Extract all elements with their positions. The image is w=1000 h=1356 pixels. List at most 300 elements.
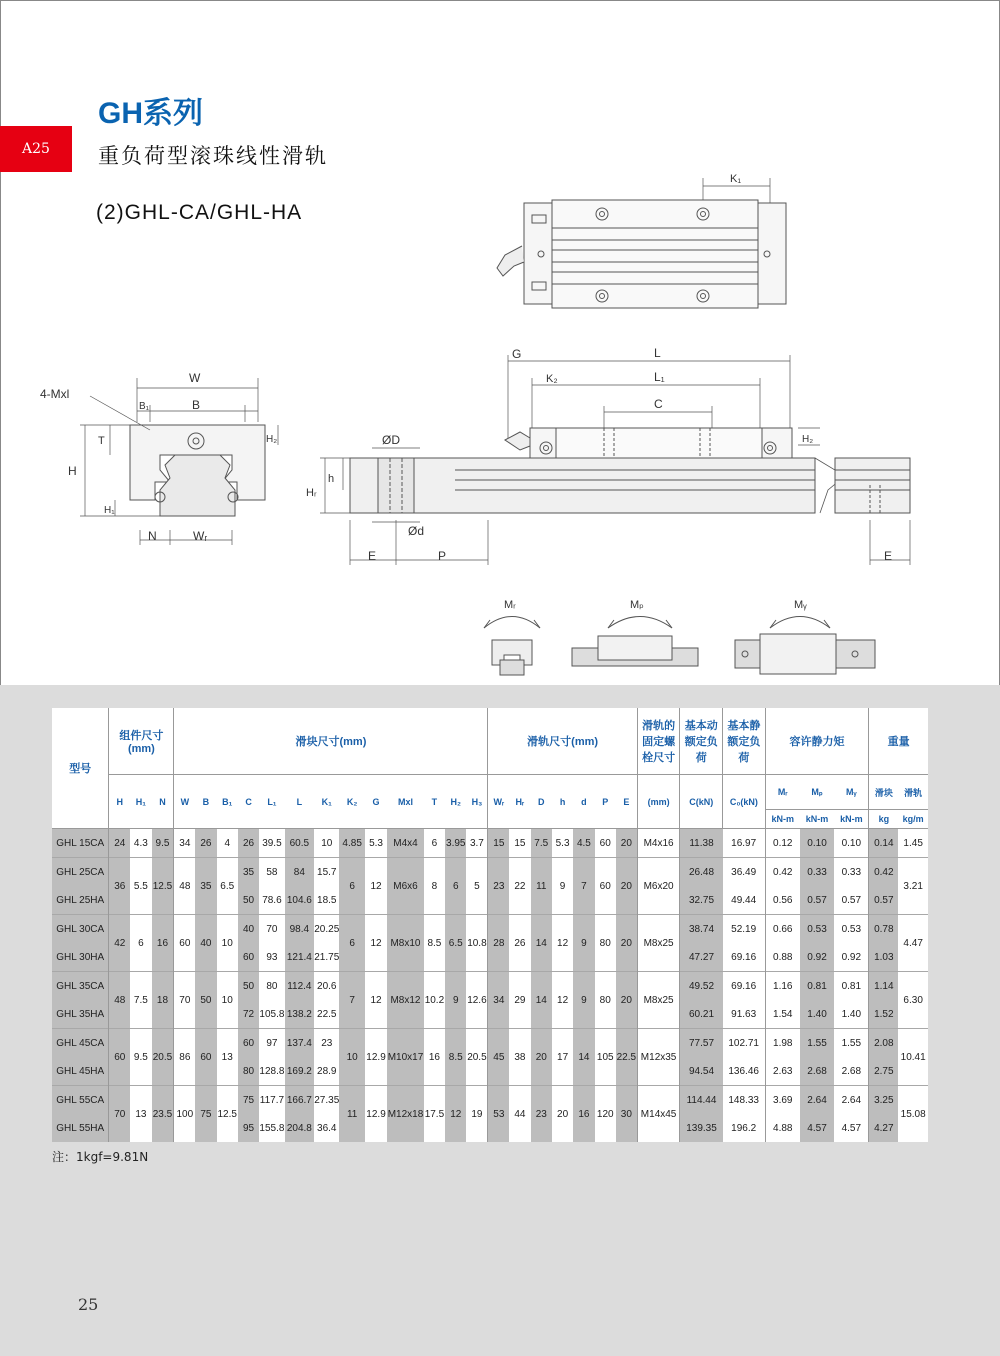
cell-c: 95 [238, 1114, 259, 1142]
cell-b: 40 [195, 915, 216, 972]
cell-k1: 27.35 [314, 1086, 339, 1115]
label-od-small: Ød [408, 524, 425, 538]
cell-wr: 6.30 [898, 972, 928, 1029]
th-sub-block: H₃ [466, 775, 488, 829]
cell-mr: 0.12 [765, 829, 800, 858]
th-sub-moment: Mᵧ [834, 775, 869, 810]
cell-mp: 0.33 [800, 858, 835, 887]
cell-c: 35 [238, 858, 259, 887]
cell-c: 80 [238, 1057, 259, 1086]
th-sub-moment: Mₚ [800, 775, 835, 810]
cell-c: 60 [238, 1029, 259, 1058]
th-weight-block: 滑块 [869, 775, 898, 810]
cell-model: GHL 15CA [52, 829, 109, 858]
cell-mp: 0.92 [800, 943, 835, 972]
cell-hr: 26 [509, 915, 530, 972]
cell-bolt: M6x20 [637, 858, 680, 915]
cell-mxl: M12x18 [387, 1086, 424, 1143]
label-p: P [438, 549, 447, 563]
cell-c0: 16.97 [723, 829, 766, 858]
cell-wr: 15.08 [898, 1086, 928, 1143]
cell-d: 4.5 [573, 829, 594, 858]
label-e: E [368, 549, 377, 563]
th-sub-rail: d [573, 775, 594, 829]
cell-wb: 2.75 [869, 1057, 898, 1086]
cell-wb: 2.08 [869, 1029, 898, 1058]
cell-d: 7.5 [531, 829, 552, 858]
th-weight-rail: 滑轨 [898, 775, 928, 810]
cell-h2: 3.95 [445, 829, 466, 858]
cell-h3: 3.7 [466, 829, 488, 858]
cell-my: 0.92 [841, 951, 862, 963]
cell-t: 6 [424, 829, 445, 858]
cell-h3: 20.5 [466, 1029, 488, 1086]
label-g: G [512, 347, 522, 361]
cell-c0: 136.46 [728, 1065, 759, 1077]
th-sub-rail: Wᵣ [488, 775, 509, 829]
cell-mp: 0.10 [800, 829, 835, 858]
cell-model: GHL 30CA [52, 915, 109, 944]
cell-h3: 5 [466, 858, 488, 915]
th-sub-rail: D [531, 775, 552, 829]
label-h-small: h [328, 473, 335, 485]
cell-cd: 114.44 [680, 1086, 723, 1115]
cell-cd: 49.52 [680, 972, 723, 1001]
th-sub-block: H₂ [445, 775, 466, 829]
cell-h: 42 [109, 915, 130, 972]
cell-d: 23 [531, 1086, 552, 1143]
cell-t: 10.2 [424, 972, 445, 1029]
technical-drawing [0, 160, 1000, 685]
cell-h3: 12.6 [466, 972, 488, 1029]
cell-n: 23.5 [152, 1086, 174, 1143]
cell-n: 20.5 [152, 1029, 174, 1086]
cell-hr: 15 [509, 829, 530, 858]
cell-c: 72 [238, 1000, 259, 1029]
cell-l1: 93 [266, 951, 278, 963]
cell-h2: 8.5 [445, 1029, 466, 1086]
cell-p: 105 [595, 1029, 616, 1086]
cell-h: 12 [552, 972, 573, 1029]
cell-c: 50 [238, 972, 259, 1001]
th-sub-dynamic: C(kN) [680, 775, 723, 829]
label-h2: H₂ [266, 434, 278, 445]
label-b: B [192, 398, 201, 412]
th-sub-block: Mxl [387, 775, 424, 829]
cell-h: 12 [552, 915, 573, 972]
cell-my: 0.33 [834, 858, 869, 887]
cell-t: 8.5 [424, 915, 445, 972]
cell-c0: 69.16 [723, 972, 766, 1001]
th-sub-block: C [238, 775, 259, 829]
cell-k2: 7 [339, 972, 364, 1029]
th-sub-assembly: N [152, 775, 174, 829]
th-sub-block: L₁ [259, 775, 284, 829]
cell-h2: 9 [445, 972, 466, 1029]
subtitle: 重负荷型滚珠线性滑轨 [98, 144, 328, 168]
cell-l1: 97 [259, 1029, 284, 1058]
cell-wb: 0.42 [869, 858, 898, 887]
th-unit-block: kg [869, 810, 898, 829]
cell-l: 169.2 [285, 1057, 314, 1086]
cell-wb: 1.14 [869, 972, 898, 1001]
cell-model: GHL 45CA [52, 1029, 109, 1058]
cell-model: GHL 45HA [52, 1057, 109, 1086]
cell-b: 26 [195, 829, 216, 858]
model-title: (2)GHL-CA/GHL-HA [96, 201, 303, 224]
cell-l1: 80 [259, 972, 284, 1001]
cell-mp: 4.57 [800, 1114, 835, 1142]
cell-mxl: M4x4 [387, 829, 424, 858]
cell-e: 20 [616, 858, 637, 915]
cell-c0: 91.63 [731, 1008, 757, 1020]
table-row [52, 1029, 928, 1058]
label-w: W [189, 371, 201, 385]
label-n: N [148, 529, 157, 543]
cell-wb: 3.25 [869, 1086, 898, 1115]
cell-l1: 128.8 [259, 1065, 285, 1077]
cell-model: GHL 25HA [52, 886, 109, 915]
cell-h1: 5.5 [130, 858, 151, 915]
cell-w: 34 [174, 829, 195, 858]
cell-g: 5.3 [365, 829, 387, 858]
cell-b1: 10 [217, 972, 238, 1029]
cell-hr: 38 [509, 1029, 530, 1086]
cell-b1: 12.5 [217, 1086, 238, 1143]
cell-cd: 77.57 [680, 1029, 723, 1058]
label-k2: K₂ [546, 373, 558, 385]
label-h2b: H₂ [802, 434, 814, 445]
cell-wr: 28 [488, 915, 509, 972]
cell-wr: 53 [488, 1086, 509, 1143]
spec-table-wrap [52, 708, 928, 1142]
label-c: C [654, 397, 663, 411]
cell-l: 84 [285, 858, 314, 887]
cell-h: 9 [552, 858, 573, 915]
label-h: H [68, 464, 77, 478]
cell-model: GHL 55CA [52, 1086, 109, 1115]
cell-h3: 10.8 [466, 915, 488, 972]
cell-my: 0.81 [834, 972, 869, 1001]
cell-mp: 1.40 [800, 1000, 835, 1029]
cell-n: 9.5 [152, 829, 174, 858]
cell-mr: 0.42 [765, 858, 800, 887]
cell-k2: 6 [339, 858, 364, 915]
cell-h2: 6.5 [445, 915, 466, 972]
cell-g: 12 [365, 915, 387, 972]
cell-c: 26 [238, 829, 259, 858]
cell-c: 50 [238, 886, 259, 915]
cell-b1: 6.5 [217, 858, 238, 915]
cell-mr: 0.56 [765, 886, 800, 915]
page-number: 25 [78, 1295, 99, 1314]
cell-cd: 11.38 [680, 829, 723, 858]
cell-cd: 38.74 [680, 915, 723, 944]
th-model: 型号 [52, 708, 109, 829]
cell-b: 50 [195, 972, 216, 1029]
cell-model: GHL 35CA [52, 972, 109, 1001]
th-sub-block: B₁ [217, 775, 238, 829]
th-sub-block: B [195, 775, 216, 829]
cell-l1: 155.8 [259, 1122, 285, 1134]
cell-wb: 0.14 [869, 829, 898, 858]
cell-wb: 0.78 [869, 915, 898, 944]
th-block: 滑块尺寸(mm) [174, 708, 488, 775]
cell-d: 7 [573, 858, 594, 915]
th-moment: 容许静力矩 [765, 708, 869, 775]
cell-mxl: M10x17 [387, 1029, 424, 1086]
cell-h: 60 [109, 1029, 130, 1086]
cell-cd: 26.48 [680, 858, 723, 887]
cell-d: 20 [531, 1029, 552, 1086]
cell-mr: 1.16 [765, 972, 800, 1001]
cell-t: 8 [424, 858, 445, 915]
th-sub-rail: h [552, 775, 573, 829]
cell-cd: 60.21 [680, 1000, 723, 1029]
cell-mr: 4.88 [765, 1114, 800, 1142]
cell-t: 16 [424, 1029, 445, 1086]
cell-cd: 47.27 [680, 943, 723, 972]
cell-my: 0.57 [841, 894, 862, 906]
cell-wr: 45 [488, 1029, 509, 1086]
cell-wr: 34 [488, 972, 509, 1029]
cell-l1: 39.5 [259, 829, 284, 858]
cell-g: 12 [365, 972, 387, 1029]
label-mxl: 4-Mxl [40, 387, 70, 401]
label-h1: H₁ [104, 505, 115, 516]
cell-h: 70 [109, 1086, 130, 1143]
cell-mxl: M6x6 [387, 858, 424, 915]
cell-l: 138.2 [285, 1000, 314, 1029]
cell-c0: 196.2 [731, 1122, 757, 1134]
cell-b1: 4 [217, 829, 238, 858]
cell-hr: 29 [509, 972, 530, 1029]
cell-g: 12.9 [365, 1029, 387, 1086]
cell-mr: 3.69 [765, 1086, 800, 1115]
cell-h: 48 [109, 972, 130, 1029]
cell-bolt: M8x25 [637, 915, 680, 972]
cell-k2: 11 [339, 1086, 364, 1143]
cell-my: 4.57 [841, 1122, 862, 1134]
cell-mxl: M8x10 [387, 915, 424, 972]
cell-k1: 22.5 [317, 1008, 337, 1020]
cell-k1: 10 [314, 829, 339, 858]
cell-g: 12 [365, 858, 387, 915]
label-mp: Mₚ [630, 599, 644, 611]
cell-c: 60 [238, 943, 259, 972]
th-sub-static: C₀(kN) [723, 775, 766, 829]
th-sub-block: K₁ [314, 775, 339, 829]
cell-b: 60 [195, 1029, 216, 1086]
cell-c0: 52.19 [723, 915, 766, 944]
cell-wr: 1.45 [898, 829, 928, 858]
cell-w: 70 [174, 972, 195, 1029]
cell-bolt: M8x25 [637, 972, 680, 1029]
cell-wb: 4.27 [869, 1114, 898, 1142]
cell-h: 20 [552, 1086, 573, 1143]
th-sub-assembly: H₁ [130, 775, 151, 829]
th-sub-rail: P [595, 775, 616, 829]
cell-hr: 44 [509, 1086, 530, 1143]
cell-b1: 13 [217, 1029, 238, 1086]
cell-l: 137.4 [285, 1029, 314, 1058]
cell-p: 80 [595, 972, 616, 1029]
cell-n: 16 [152, 915, 174, 972]
moment-mr [484, 617, 540, 676]
cell-mp: 2.64 [800, 1086, 835, 1115]
cell-h1: 6 [130, 915, 151, 972]
cell-mp: 1.55 [800, 1029, 835, 1058]
th-unit-rail: kg/m [898, 810, 928, 829]
cell-mxl: M8x12 [387, 972, 424, 1029]
th-sub-block: W [174, 775, 195, 829]
cell-c: 40 [238, 915, 259, 944]
cell-c0: 36.49 [723, 858, 766, 887]
cell-k1: 18.5 [317, 894, 337, 906]
label-my: Mᵧ [794, 599, 807, 611]
cell-wr: 15 [488, 829, 509, 858]
cell-c0: 102.71 [723, 1029, 766, 1058]
cell-c0: 49.44 [731, 894, 757, 906]
cell-mr: 1.54 [765, 1000, 800, 1029]
label-t: T [98, 435, 105, 447]
cell-p: 80 [595, 915, 616, 972]
cell-h3: 19 [466, 1086, 488, 1143]
cell-w: 86 [174, 1029, 195, 1086]
cell-wr: 23 [488, 858, 509, 915]
cell-b1: 10 [217, 915, 238, 972]
cell-k1: 28.9 [317, 1065, 337, 1077]
cell-b: 75 [195, 1086, 216, 1143]
cell-model: GHL 25CA [52, 858, 109, 887]
th-sub-moment: Mᵣ [765, 775, 800, 810]
cell-k2: 10 [339, 1029, 364, 1086]
cell-hr: 22 [509, 858, 530, 915]
cell-wb: 1.52 [869, 1000, 898, 1029]
label-b1: B₁ [139, 401, 150, 412]
label-l: L [654, 346, 661, 360]
cell-k1: 23 [314, 1029, 339, 1058]
cell-mr: 0.66 [765, 915, 800, 944]
cell-h1: 7.5 [130, 972, 151, 1029]
cell-k1: 15.7 [314, 858, 339, 887]
th-dynamic: 基本动额定负荷 [680, 708, 723, 775]
th-sub-bolt: (mm) [637, 775, 680, 829]
cell-w: 100 [174, 1086, 195, 1143]
label-l1: L₁ [654, 370, 665, 384]
cell-my: 2.68 [841, 1065, 862, 1077]
cell-wr: 10.41 [898, 1029, 928, 1086]
cell-l1: 105.8 [259, 1008, 285, 1020]
cell-d: 14 [531, 972, 552, 1029]
cell-d: 9 [573, 972, 594, 1029]
label-mr: Mᵣ [504, 599, 516, 611]
cell-k1: 21.75 [314, 951, 340, 963]
cell-h: 5.3 [552, 829, 573, 858]
th-sub-block: K₂ [339, 775, 364, 829]
cell-l: 104.6 [285, 886, 314, 915]
cell-cd: 94.54 [680, 1057, 723, 1086]
th-static: 基本静额定负荷 [723, 708, 766, 775]
th-unit-moment: kN-m [800, 810, 835, 829]
table-row [52, 858, 928, 887]
cell-bolt: M4x16 [637, 829, 680, 858]
moment-mp [572, 617, 698, 667]
cell-l: 98.4 [285, 915, 314, 944]
cell-my: 0.53 [834, 915, 869, 944]
series-title: GH系列 [98, 97, 203, 130]
cell-my: 1.40 [841, 1008, 862, 1020]
cell-mp: 0.81 [800, 972, 835, 1001]
cell-h: 24 [109, 829, 130, 858]
cell-t: 17.5 [424, 1086, 445, 1143]
th-rail: 滑轨尺寸(mm) [488, 708, 637, 775]
cell-p: 60 [595, 829, 616, 858]
cell-e: 20 [616, 829, 637, 858]
cell-h1: 9.5 [130, 1029, 151, 1086]
cell-l: 60.5 [285, 829, 314, 858]
cell-wb: 1.03 [869, 943, 898, 972]
cell-wr: 3.21 [898, 858, 928, 915]
cell-cd: 32.75 [680, 886, 723, 915]
cell-h: 36 [109, 858, 130, 915]
cell-bolt: M12x35 [637, 1029, 680, 1086]
cell-mp: 0.57 [800, 886, 835, 915]
cell-p: 120 [595, 1086, 616, 1143]
cell-e: 22.5 [616, 1029, 637, 1086]
cell-wr: 4.47 [898, 915, 928, 972]
cell-mr: 1.98 [765, 1029, 800, 1058]
cell-d: 16 [573, 1086, 594, 1143]
cell-d: 14 [573, 1029, 594, 1086]
cell-h: 17 [552, 1029, 573, 1086]
label-k1-top: K₁ [730, 173, 742, 185]
th-sub-assembly: H [109, 775, 130, 829]
th-sub-rail: Hᵣ [509, 775, 530, 829]
cell-b: 35 [195, 858, 216, 915]
cell-e: 30 [616, 1086, 637, 1143]
label-od: ØD [382, 433, 400, 447]
cell-my: 2.64 [834, 1086, 869, 1115]
th-weight: 重量 [869, 708, 928, 775]
moment-my [735, 617, 875, 675]
cell-w: 48 [174, 858, 195, 915]
cell-c0: 148.33 [723, 1086, 766, 1115]
th-assembly: 组件尺寸(mm) [109, 708, 174, 775]
th-unit-moment: kN-m [834, 810, 869, 829]
cell-w: 60 [174, 915, 195, 972]
cell-d: 11 [531, 858, 552, 915]
th-unit-moment: kN-m [765, 810, 800, 829]
cell-h1: 13 [130, 1086, 151, 1143]
footnote: 注：1kgf=9.81N [52, 1150, 149, 1164]
label-wr: Wᵣ [193, 529, 208, 543]
cell-k2: 4.85 [339, 829, 364, 858]
top-view [497, 178, 786, 308]
cell-wb: 0.57 [869, 886, 898, 915]
page-tab-label: A25 [22, 141, 50, 157]
cell-l: 112.4 [285, 972, 314, 1001]
spec-table [52, 708, 928, 1142]
cell-model: GHL 55HA [52, 1114, 109, 1142]
cell-c0: 69.16 [731, 951, 757, 963]
cell-k2: 6 [339, 915, 364, 972]
cell-n: 18 [152, 972, 174, 1029]
cell-mr: 0.88 [765, 943, 800, 972]
cell-l1: 58 [259, 858, 284, 887]
th-sub-block: L [285, 775, 314, 829]
table-row [52, 972, 928, 1001]
